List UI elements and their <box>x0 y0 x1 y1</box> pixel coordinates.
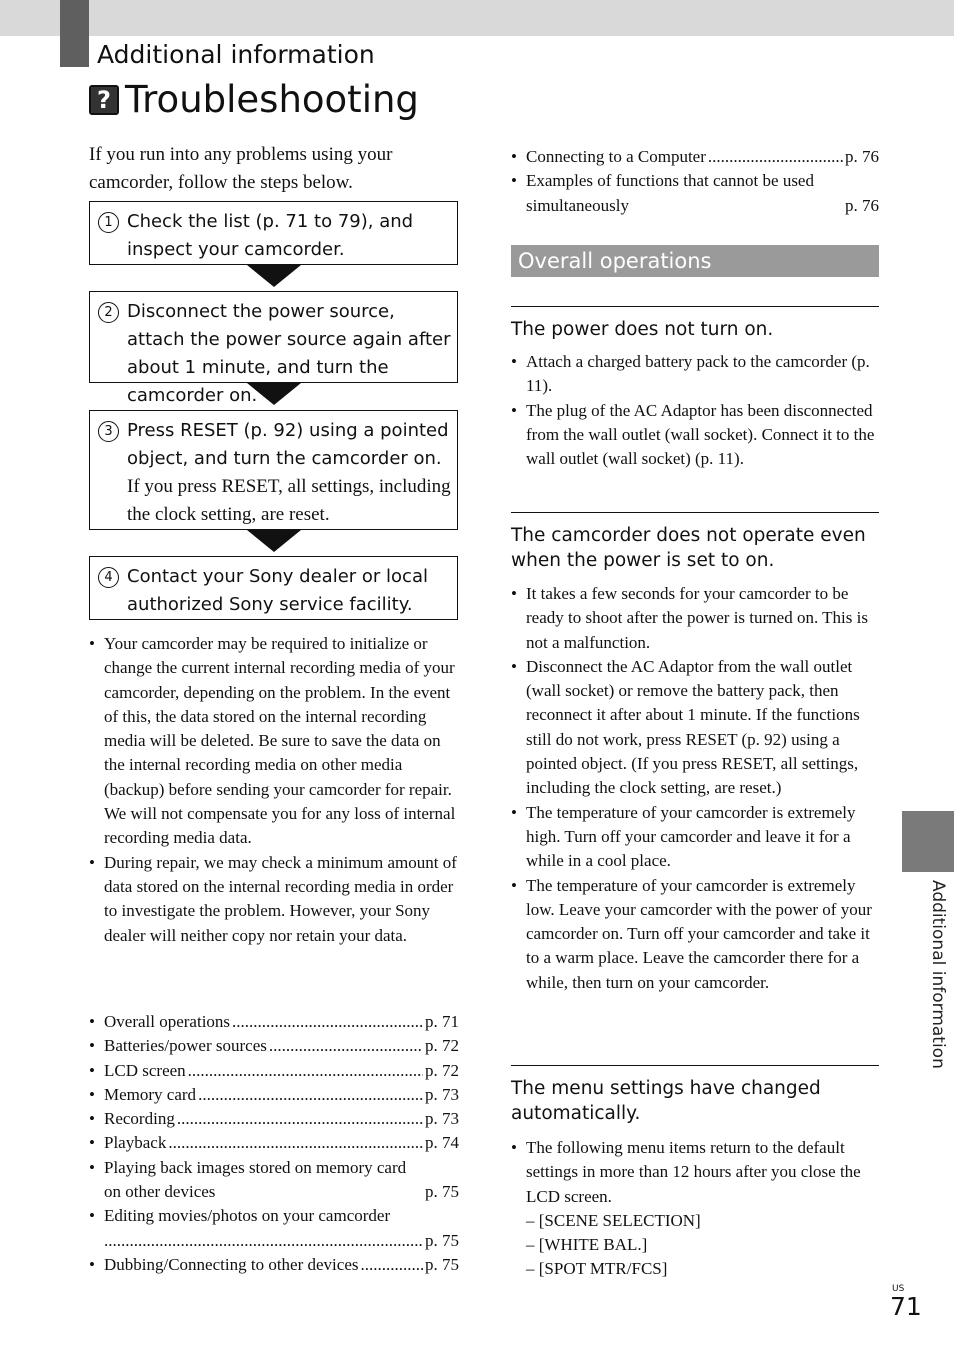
menu-items-list <box>526 1209 879 1282</box>
flow-arrow-icon <box>247 530 301 552</box>
toc-item[interactable] <box>89 1083 459 1107</box>
step-text: Disconnect the power source, attach the power source again after about 1 minute, and turn the camcorder on. <box>127 301 451 406</box>
toc-item[interactable] <box>89 1059 459 1083</box>
step-1-box <box>89 201 458 265</box>
top-bar <box>0 0 954 36</box>
step-text: Contact your Sony dealer or local authorized Sony service facility. <box>127 566 428 615</box>
list-item: • The following menu items return to the default settings in more than 12 hours after you close the LCD screen. – [SCENE SELECTION] – [WHITE BAL.] – [SPOT MTR/FCS] <box>511 1136 879 1282</box>
page-number: 71 <box>890 1292 922 1321</box>
toc-item[interactable] <box>89 1131 459 1155</box>
problem-title: The power does not turn on. <box>511 319 774 340</box>
list-item: • Your camcorder may be required to initialize or change the current internal recording media of your camcorder, depending on the problem. In the event of this, the data stored on the internal recording media will be deleted. Be sure to save the data on the internal recording media on other media (backup) before sending your camcorder for repair. We will not compensate you for any loss of internal recording media data. <box>89 632 459 851</box>
toc-label: • Playback <box>104 1133 167 1153</box>
list-item: • During repair, we may check a minimum amount of data stored on the internal recording media in order to investigate the problem. However, your Sony dealer will neither copy nor retain your data. <box>89 851 459 948</box>
toc-item[interactable] <box>89 1107 459 1131</box>
toc-label: • Overall operations <box>104 1012 231 1031</box>
toc-label: • Recording <box>104 1109 175 1129</box>
toc-item[interactable] <box>89 1204 459 1253</box>
toc-page: p. 73 <box>425 1084 459 1104</box>
toc-label: • Examples of functions that cannot be used simultaneously <box>526 171 814 215</box>
list-item: • The plug of the AC Adaptor has been disconnected from the wall outlet (wall socket). Connect it to the wall outlet (wall socket) (p. 11). <box>511 399 879 472</box>
overall-operations-heading: Overall operations <box>511 245 879 277</box>
list-item: – [WHITE BAL.] <box>526 1235 648 1255</box>
divider <box>511 306 879 307</box>
problem-items <box>511 350 879 471</box>
toc-label: • Batteries/power sources <box>104 1036 267 1056</box>
toc-item[interactable] <box>89 1010 459 1034</box>
toc-item[interactable] <box>511 169 879 218</box>
step-text: Check the list (p. 71 to 79), and inspect your camcorder. <box>127 211 414 260</box>
toc-page: p. 76 <box>845 147 879 166</box>
toc-page: p. 72 <box>425 1060 459 1080</box>
list-item: • Attach a charged battery pack to the camcorder (p. 11). <box>511 350 879 399</box>
toc-list <box>89 1010 459 1277</box>
flow-arrow-icon <box>247 265 301 287</box>
toc-label: • Memory card <box>104 1084 197 1104</box>
notes-list <box>89 632 459 948</box>
toc-label: • Dubbing/Connecting to other devices <box>104 1254 359 1274</box>
toc-item[interactable] <box>89 1156 459 1205</box>
list-item: • Disconnect the AC Adaptor from the wall outlet (wall socket) or remove the battery pack, then reconnect it after about 1 minute. If the functions still do not work, press RESET (p. 92) using a pointed object. (If you press RESET, all settings, including the clock setting, are reset.) <box>511 655 879 801</box>
list-item: • The temperature of your camcorder is extremely high. Turn off your camcorder and leave it for a while in a cool place. <box>511 801 879 874</box>
problem-items <box>511 582 879 995</box>
toc-item[interactable] <box>511 145 879 169</box>
page-title: Troubleshooting <box>125 78 419 121</box>
problem-title: The camcorder does not operate even when the power is set to on. <box>511 525 866 571</box>
step-4-box <box>89 556 458 620</box>
toc-page: p. 75 <box>425 1254 459 1274</box>
toc-label: • Connecting to a Computer <box>526 147 706 166</box>
list-item: – [SCENE SELECTION] <box>526 1210 701 1230</box>
toc-item[interactable] <box>89 1034 459 1058</box>
toc-page: p. 72 <box>425 1036 459 1056</box>
side-tab-label: Additional information <box>928 880 948 1069</box>
toc-page: p. 75 <box>425 1182 459 1202</box>
toc-page: p. 71 <box>425 1012 459 1031</box>
toc-label: • Editing movies/photos on your camcorder <box>104 1206 391 1226</box>
step-2-box <box>89 291 458 406</box>
list-item: • It takes a few seconds for your camcorder to be ready to shoot after the power is turned on. This is not a malfunction. <box>511 582 879 655</box>
problem-title: The menu settings have changed automatically. <box>511 1078 821 1124</box>
step-number: 4 <box>98 567 119 588</box>
section-tab-marker <box>60 0 89 67</box>
problem-items <box>511 1136 879 1282</box>
page-region: US <box>892 1284 905 1294</box>
toc-list-continued <box>511 145 879 218</box>
toc-label: • LCD screen <box>104 1060 186 1080</box>
list-item: • The temperature of your camcorder is extremely low. Leave your camcorder with the power of your camcorder on. Turn off your camcorder and take it to a warm place. Leave the camcorder there for a while, then turn on your camcorder. <box>511 874 879 995</box>
step-subtext: If you press RESET, all settings, including the clock setting, are reset. <box>127 476 451 525</box>
toc-page: p. 76 <box>845 195 879 215</box>
question-icon: ? <box>89 85 119 115</box>
section-heading: Additional information <box>97 40 375 69</box>
flow-arrow-icon <box>247 383 301 405</box>
step-number: 3 <box>98 421 119 442</box>
toc-label: • Playing back images stored on memory card on other devices <box>104 1157 407 1202</box>
divider <box>511 512 879 513</box>
step-text: Press RESET (p. 92) using a pointed object, and turn the camcorder on. <box>127 420 449 469</box>
side-tab-marker <box>902 811 954 872</box>
list-item: – [SPOT MTR/FCS] <box>526 1259 668 1279</box>
divider <box>511 1065 879 1066</box>
step-3-box <box>89 410 458 530</box>
toc-page: p. 74 <box>425 1133 459 1153</box>
page-title-wrap <box>89 78 419 121</box>
step-number: 2 <box>98 302 119 323</box>
intro-text: If you run into any problems using your camcorder, follow the steps below. <box>89 144 393 193</box>
toc-item[interactable] <box>89 1253 459 1277</box>
toc-page: p. 75 <box>425 1230 459 1250</box>
step-number: 1 <box>98 212 119 233</box>
toc-page: p. 73 <box>425 1109 459 1129</box>
